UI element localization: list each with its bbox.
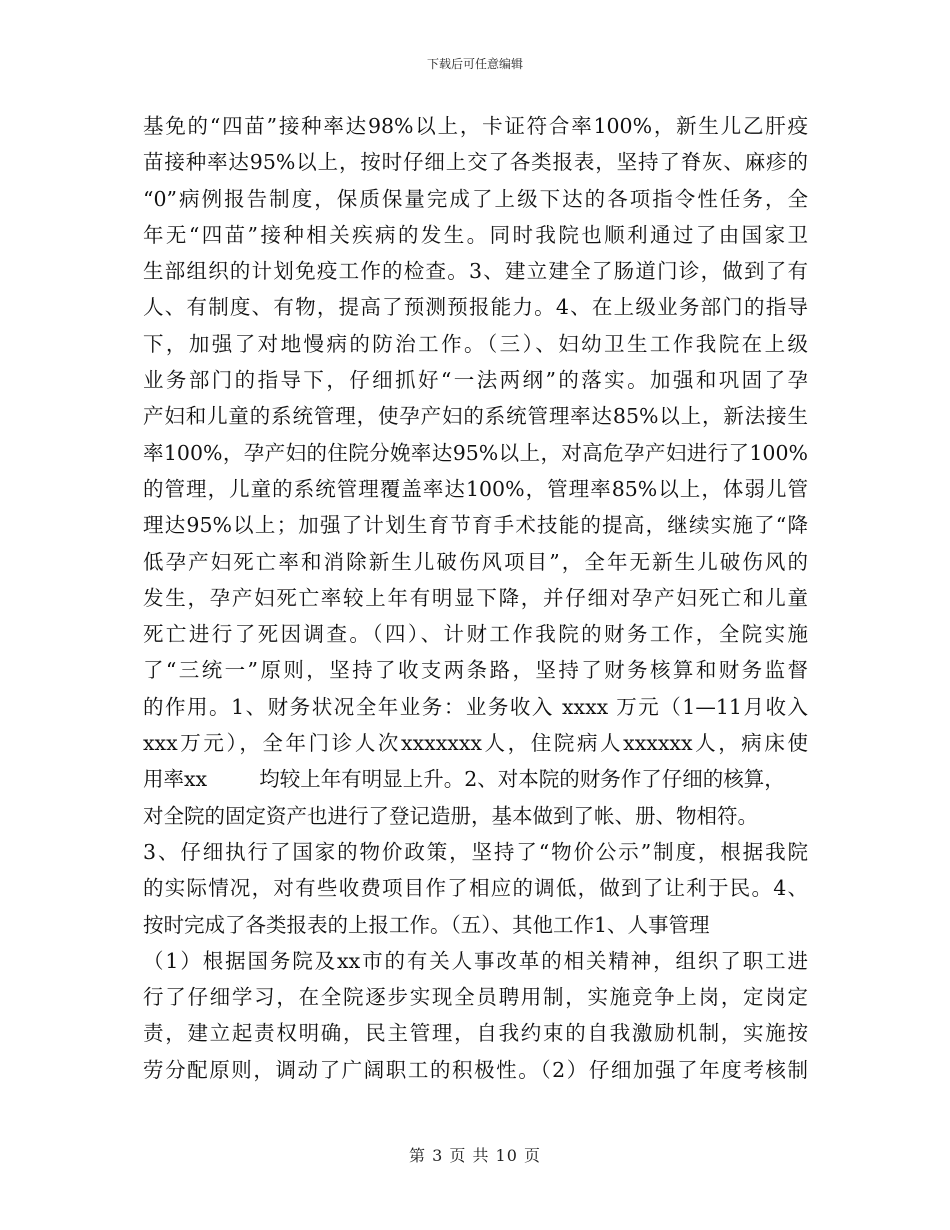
page-header: 下载后可任意编辑 (426, 57, 523, 71)
text-line-21: 3、仔细执行了国家的物价政策，坚持了“物价公示”制度，根据我院 (143, 839, 808, 864)
text-line-19: 用率xx 均较上年有明显上升。2、对本院的财务作了仔细的核算， (143, 767, 785, 792)
text-line-27: 劳分配原则，调动了广阔职工的积极性。（2）仔细加强了年度考核制 (143, 1057, 808, 1082)
page-number: 第 3 页 共 10 页 (409, 1146, 541, 1165)
text-line-23: 按时完成了各类报表的上报工作。（五）、其他工作1、人事管理 (143, 912, 710, 937)
text-line-13: 低孕产妇死亡率和消除新生儿破伤风项目”，全年无新生儿破伤风的 (143, 549, 808, 574)
text-line-22: 的实际情况，对有些收费项目作了相应的调低，做到了让利于民。4、 (143, 876, 808, 901)
text-line-12: 理达95%以上；加强了计划生育节育手术技能的提高，继续实施了“降 (143, 513, 808, 538)
text-line-9: 产妇和儿童的系统管理，使孕产妇的系统管理率达85%以上，新法接生 (143, 404, 808, 429)
text-line-15: 死亡进行了死因调查。（四）、计财工作我院的财务工作，全院实施 (143, 622, 808, 647)
text-line-25: 行了仔细学习，在全院逐步实现全员聘用制，实施竞争上岗，定岗定 (143, 985, 808, 1010)
text-line-2: 苗接种率达95%以上，按时仔细上交了各类报表，坚持了脊灰、麻疹的 (143, 150, 808, 175)
text-line-14: 发生，孕产妇死亡率较上年有明显下降，并仔细对孕产妇死亡和儿童 (143, 585, 808, 610)
text-line-7: 下，加强了对地慢病的防治工作。（三）、妇幼卫生工作我院在上级 (143, 331, 808, 356)
text-line-20: 对全院的固定资产也进行了登记造册，基本做到了帐、册、物相符。 (143, 803, 758, 828)
text-line-3: “0”病例报告制度，保质保量完成了上级下达的各项指令性任务，全 (143, 186, 808, 211)
text-line-4: 年无“四苗”接种相关疾病的发生。同时我院也顺利通过了由国家卫 (143, 222, 808, 247)
document-body (143, 108, 808, 1088)
text-line-17: 的作用。1、财务状况全年业务：业务收入 xxxx 万元（1—11月收入 (143, 694, 808, 719)
text-line-5: 生部组织的计划免疫工作的检查。3、建立建全了肠道门诊，做到了有 (143, 259, 808, 284)
text-line-26: 责，建立起责权明确，民主管理，自我约束的自我激励机制，实施按 (143, 1021, 808, 1046)
text-line-24: （1）根据国务院及xx市的有关人事改革的相关精神，组织了职工进 (143, 948, 808, 973)
text-line-11: 的管理，儿童的系统管理覆盖率达100%，管理率85%以上，体弱儿管 (143, 476, 808, 501)
text-line-18: xxx万元），全年门诊人次xxxxxxx人，住院病人xxxxxx人，病床使 (143, 731, 808, 756)
text-line-16: 了“三统一”原则，坚持了收支两条路，坚持了财务核算和财务监督 (143, 658, 808, 683)
text-line-8: 业务部门的指导下，仔细抓好“一法两纲”的落实。加强和巩固了孕 (143, 368, 808, 393)
text-line-6: 人、有制度、有物，提高了预测预报能力。4、在上级业务部门的指导 (143, 295, 808, 320)
text-line-10: 率100%，孕产妇的住院分娩率达95%以上，对高危孕产妇进行了100% (143, 440, 808, 465)
text-line-1: 基免的“四苗”接种率达98%以上，卡证符合率100%，新生儿乙肝疫 (143, 114, 808, 138)
